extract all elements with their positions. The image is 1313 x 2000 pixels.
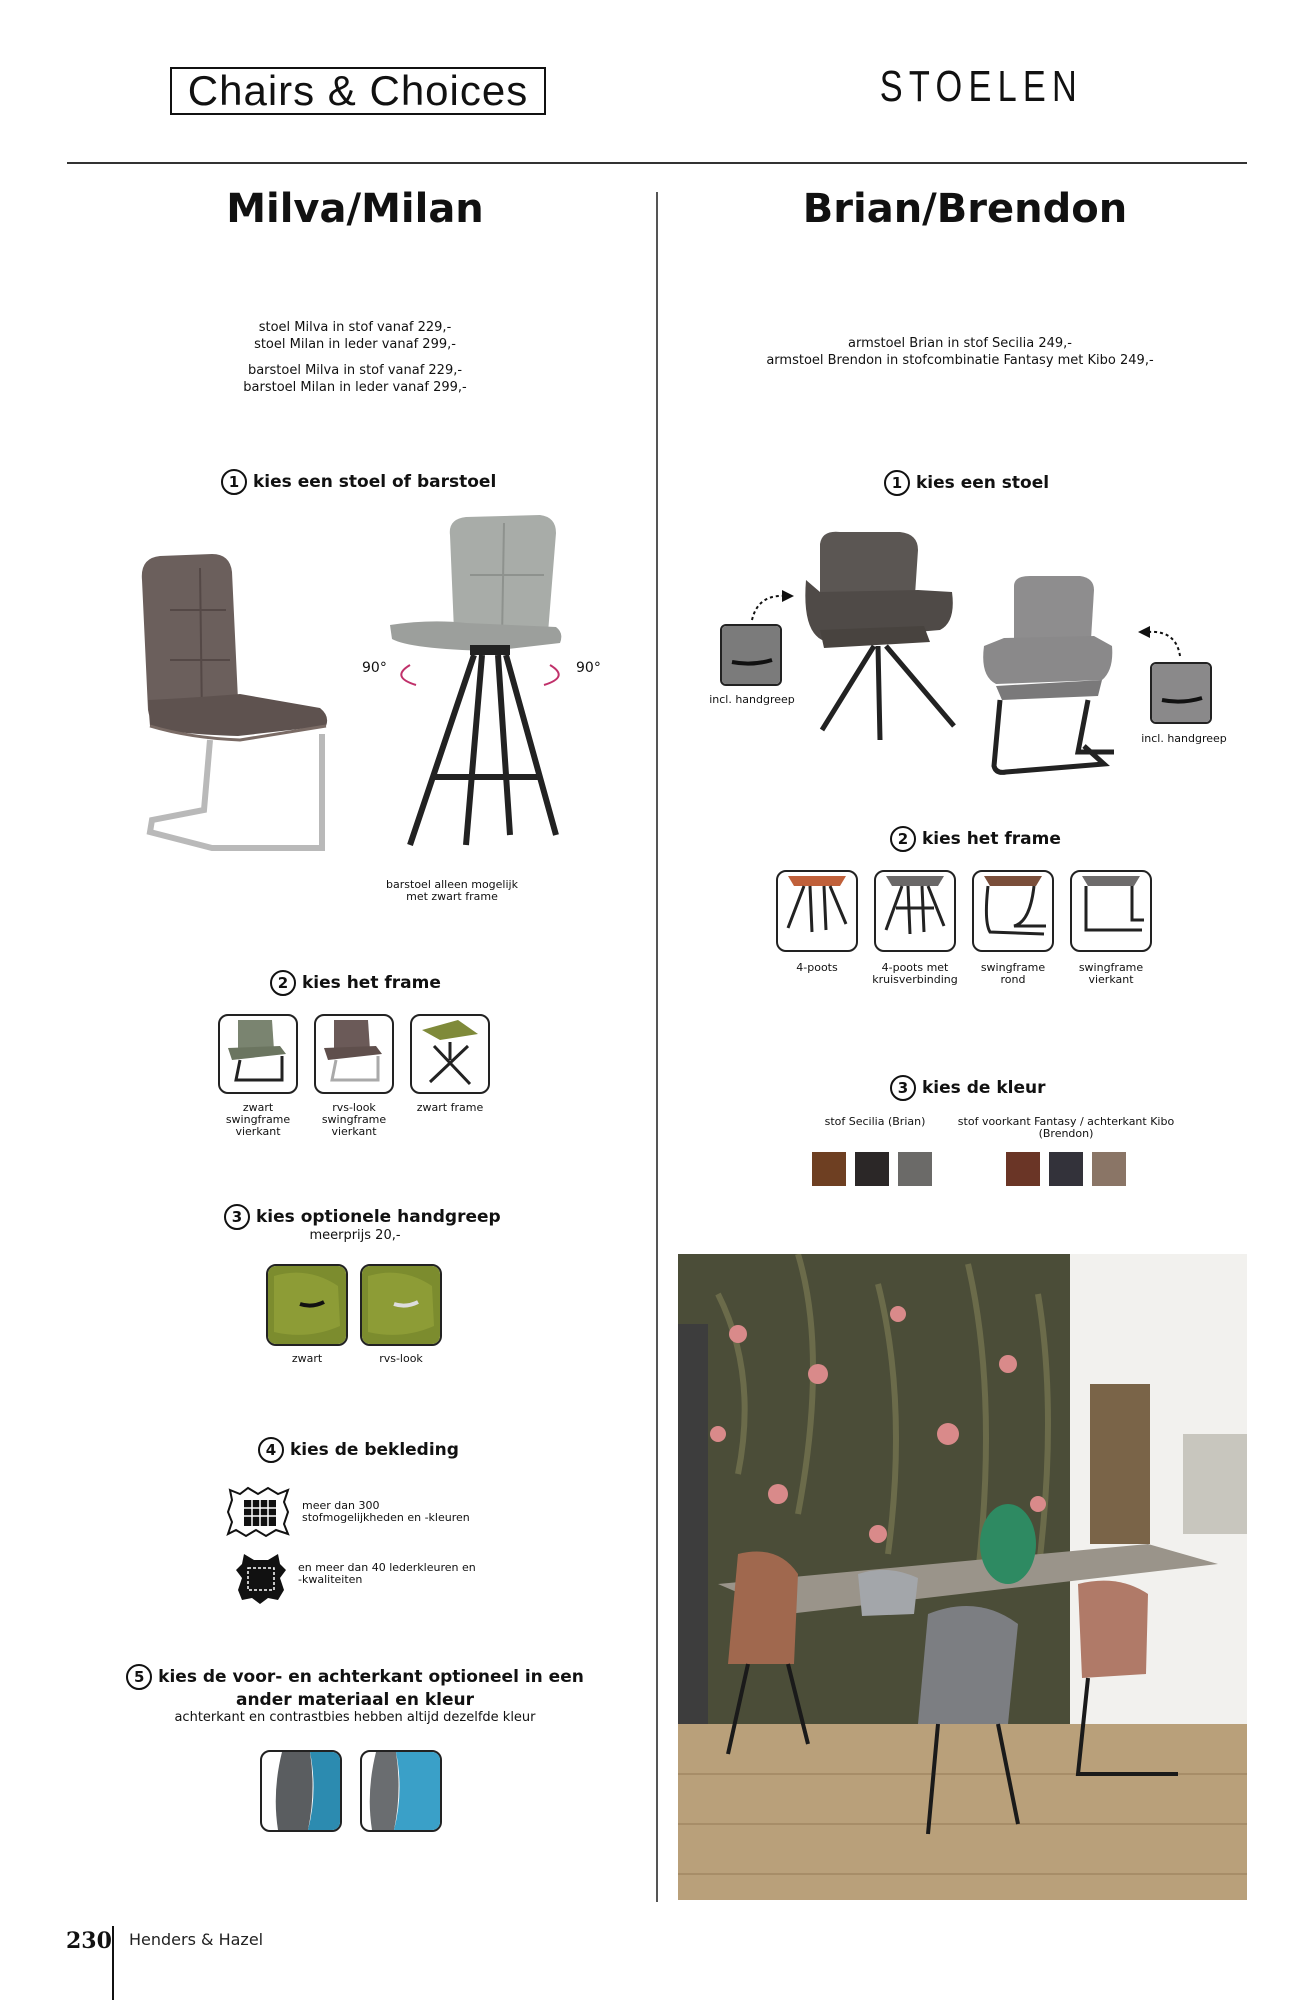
price-line: armstoel Brian in stof Secilia 249,- xyxy=(847,336,1072,351)
product-title-milva-milan: Milva/Milan xyxy=(226,186,484,232)
product-prices-milva xyxy=(180,319,530,396)
frame-label-line: 4-poots xyxy=(796,961,838,974)
material-combo-icon xyxy=(262,1752,340,1830)
step-label-line2: ander materiaal en kleur xyxy=(235,1690,475,1710)
color-group-label-line: stof voorkant Fantasy / achterkant Kibo xyxy=(957,1115,1175,1128)
page-number: 230 xyxy=(66,1928,112,1954)
handle-label: zwart xyxy=(291,1352,323,1365)
step-2-heading xyxy=(270,970,441,996)
header-divider xyxy=(67,162,1247,164)
rotation-label-left: 90° xyxy=(362,660,387,676)
frame-label-line: swingframe xyxy=(980,961,1046,974)
fabric-info xyxy=(302,1500,470,1524)
color-swatch[interactable] xyxy=(1049,1152,1083,1186)
column-divider xyxy=(656,192,658,1902)
step-number: 3 xyxy=(224,1204,250,1230)
frame-label xyxy=(772,962,862,974)
leather-info-line: en meer dan 40 lederkleuren en xyxy=(298,1561,476,1574)
color-swatch[interactable] xyxy=(1092,1152,1126,1186)
step-1-heading xyxy=(884,470,1049,496)
price-line: armstoel Brendon in stofcombinatie Fantasy met Kibo 249,- xyxy=(766,353,1154,368)
step-number: 4 xyxy=(258,1437,284,1463)
leather-info-line: -kwaliteiten xyxy=(298,1573,363,1586)
step-label: kies het frame xyxy=(922,829,1061,849)
handle-option-rvs[interactable] xyxy=(360,1264,442,1346)
step-label: kies optionele handgreep xyxy=(256,1207,501,1227)
frame-label-line: vierkant xyxy=(331,1125,377,1138)
color-swatch[interactable] xyxy=(898,1152,932,1186)
barstool-note xyxy=(372,879,532,903)
frame-label-line: 4-poots met xyxy=(881,961,949,974)
frame-swing-square-icon xyxy=(1072,872,1150,950)
color-group-label-line: (Brendon) xyxy=(1038,1127,1094,1140)
frame-option-4-poots[interactable] xyxy=(776,870,858,952)
frame-label xyxy=(308,1102,400,1138)
step-3-subtitle: meerprijs 20,- xyxy=(309,1228,401,1243)
frame-swing-round-icon xyxy=(974,872,1052,950)
frame-option-swing-rond[interactable] xyxy=(972,870,1054,952)
color-group-label: stof Secilia (Brian) xyxy=(824,1115,926,1128)
frame-black-cross-icon xyxy=(412,1016,488,1092)
frame-label-line: vierkant xyxy=(235,1125,281,1138)
note-line: met zwart frame xyxy=(406,890,498,903)
frame-label-line: rvs-look xyxy=(332,1101,376,1114)
frame-option-black-cross[interactable] xyxy=(410,1014,490,1094)
frame-label-line: swingframe xyxy=(321,1113,387,1126)
chair-milva-image xyxy=(130,550,340,880)
step-label: kies de kleur xyxy=(922,1078,1046,1098)
frame-label xyxy=(212,1102,304,1138)
frame-option-4-poots-kruis[interactable] xyxy=(874,870,956,952)
dining-room-photo xyxy=(678,1254,1247,1900)
footer-divider xyxy=(112,1926,114,2000)
rotation-label-right: 90° xyxy=(576,660,601,676)
footer-brand: Henders & Hazel xyxy=(129,1930,264,1949)
handgreep-detail-right xyxy=(1150,662,1212,724)
barstool-milva-image xyxy=(370,515,590,855)
fabric-info-line: stofmogelijkheden en -kleuren xyxy=(302,1511,470,1524)
material-option-2[interactable] xyxy=(360,1750,442,1832)
step-number: 1 xyxy=(221,469,247,495)
handle-option-black[interactable] xyxy=(266,1264,348,1346)
handgreep-label: incl. handgreep xyxy=(1141,732,1227,745)
frame-label-line: kruisverbinding xyxy=(872,973,958,986)
frame-label xyxy=(864,962,966,986)
frame-label-line: rond xyxy=(1000,973,1026,986)
frame-4-legs-icon xyxy=(778,872,856,950)
step-5-subtitle: achterkant en contrastbies hebben altijd dezelfde kleur xyxy=(174,1710,536,1725)
leather-info xyxy=(298,1562,476,1586)
step-label: kies de bekleding xyxy=(290,1440,459,1460)
frame-black-swing-icon xyxy=(220,1016,296,1092)
handle-rvs-icon xyxy=(362,1266,440,1344)
step-number: 1 xyxy=(884,470,910,496)
frame-option-black-swing[interactable] xyxy=(218,1014,298,1094)
frame-label-line: swingframe xyxy=(225,1113,291,1126)
handle-label: rvs-look xyxy=(379,1352,423,1365)
step-3-heading xyxy=(224,1204,501,1230)
step-label: kies een stoel xyxy=(916,473,1050,493)
product-prices-brian xyxy=(700,335,1220,369)
frame-cross-legs-icon xyxy=(876,872,954,950)
product-title-brian-brendon: Brian/Brendon xyxy=(802,186,1128,232)
step-3-heading xyxy=(890,1075,1045,1101)
handgreep-label: incl. handgreep xyxy=(709,693,795,706)
chair-brian-image xyxy=(800,530,970,740)
section-title: STOELEN xyxy=(879,62,1084,111)
step-number: 3 xyxy=(890,1075,916,1101)
price-line: barstoel Milan in leder vanaf 299,- xyxy=(243,380,467,395)
frame-label xyxy=(968,962,1058,986)
step-number: 2 xyxy=(270,970,296,996)
arrow-icon xyxy=(1136,622,1184,658)
step-label: kies de voor- en achterkant optioneel in een xyxy=(158,1667,584,1687)
material-option-1[interactable] xyxy=(260,1750,342,1832)
chair-brendon-image xyxy=(974,576,1124,776)
step-label: kies een stoel of barstoel xyxy=(253,472,497,492)
color-group-label xyxy=(950,1116,1182,1140)
price-line: stoel Milva in stof vanaf 229,- xyxy=(258,320,452,335)
fabric-swatch-icon xyxy=(226,1486,292,1538)
arrow-icon xyxy=(748,586,796,622)
frame-option-rvs-swing[interactable] xyxy=(314,1014,394,1094)
handle-detail-icon xyxy=(1152,664,1210,722)
handgreep-detail-left xyxy=(720,624,782,686)
step-5-heading xyxy=(130,1664,584,1725)
color-swatch[interactable] xyxy=(855,1152,889,1186)
color-swatch[interactable] xyxy=(812,1152,846,1186)
brand-logo: Chairs & Choices xyxy=(170,67,546,115)
handle-black-icon xyxy=(268,1266,346,1344)
frame-label-line: zwart xyxy=(242,1101,274,1114)
frame-label-line: vierkant xyxy=(1088,973,1134,986)
step-label: kies het frame xyxy=(302,973,441,993)
price-line: barstoel Milva in stof vanaf 229,- xyxy=(247,363,463,378)
step-number: 2 xyxy=(890,826,916,852)
frame-option-swing-vierkant[interactable] xyxy=(1070,870,1152,952)
leather-hide-icon xyxy=(234,1552,288,1606)
handle-detail-icon xyxy=(722,626,780,684)
step-4-heading xyxy=(258,1437,459,1463)
material-combo-icon xyxy=(362,1752,440,1830)
step-1-heading xyxy=(221,469,496,495)
step-2-heading xyxy=(890,826,1061,852)
price-line: stoel Milan in leder vanaf 299,- xyxy=(254,337,456,352)
frame-label xyxy=(404,1102,496,1114)
fabric-info-line: meer dan 300 xyxy=(302,1499,380,1512)
note-line: barstoel alleen mogelijk xyxy=(386,878,518,891)
frame-label-line: swingframe xyxy=(1078,961,1144,974)
step-number: 5 xyxy=(126,1664,152,1690)
frame-label-line: zwart frame xyxy=(416,1101,484,1114)
frame-label xyxy=(1066,962,1156,986)
color-swatch[interactable] xyxy=(1006,1152,1040,1186)
frame-rvs-swing-icon xyxy=(316,1016,392,1092)
